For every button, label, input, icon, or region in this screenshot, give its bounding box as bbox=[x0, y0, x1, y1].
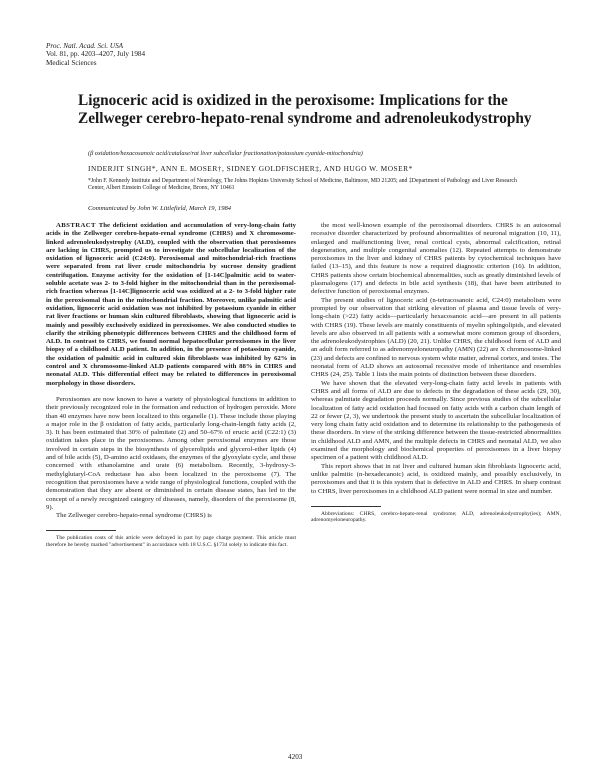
authors: INDERJIT SINGH*, ANN E. MOSER†, SIDNEY GOLDFISCHER‡, AND HUGO W. MOSER* bbox=[88, 164, 413, 173]
journal-section: Medical Sciences bbox=[46, 58, 97, 67]
body-paragraph: Peroxisomes are now known to have a variety of physiological functions in addition to their previously recognized role in the formation and reduction of hydrogen peroxide. More than 40 enzymes have now been localized to this organelle (1). These include those playing a major role in the β oxidation of fatty acids, particularly long-chain-length fatty acids (2, 3). It has been estimated that 30% of palmitate (2) and 50–67% of erucic acid (C22:1) (3) oxidation takes place in the peroxisomes. Among other peroxisomal enzymes are those involved in certain steps in the biosynthesis of glycerolipids and glycerol-ether lipids (4) and of bile acids (5), D-amino acid oxidases, the enzymes of the glyoxylate cycle, and those concerned with ethanolamine and urate (6) metabolism. Recently, 3-hydroxy-3-methylglutaryl-CoA reductase has also been localized in the peroxisome (7). The recognition that peroxisomes have a wide range of physiological functions, coupled with the demonstration that they are absent or diminished in certain disease states, has led to the concept of a newly recognized category of diseases, namely, disorders of the peroxisome (8, 9). bbox=[46, 395, 296, 511]
keywords: (β oxidation/hexacosanoic acid/catalase/rat liver subcellular fractionation/potassium cyanide-mitochondria) bbox=[88, 150, 363, 157]
body-paragraph: The present studies of lignoceric acid (n-tetracosanoic acid, C24:0) metabolism were prompted by our observation that striking elevation of plasma and tissue levels of very-long-chain (>22) fatty acids—particularly hexacosanoic acid—are present in all patients with CHRS (19). These levels are mainly constituents of myelin sphingolipids, and elevated levels are also observed in all patients with a somewhat more common group of disorders, the adrenoleukodystrophies (ALD) (20, 21). Unlike CHRS, the childhood form of ALD and an adult form referred to as adrenomyeloneuropathy (AMN) (22) are X chromosome-linked (23) and defects are confined to nervous system white matter, adrenal cortex, and testes. The neonatal form of ALD shows an autosomal recessive mode of inheritance and resembles CHRS (24, 25). Table 1 lists the main points of distinction between these disorders. bbox=[311, 296, 561, 379]
journal-header bbox=[46, 42, 145, 67]
abstract-text: The deficient oxidation and accumulation of very-long-chain fatty acids in the Zellweger cerebro-hepato-renal syndrome (CHRS) and X chromosome-linked adrenoleukodystrophy (ALD), coupled with the observation that peroxisomes are lacking in CHRS, prompted us to investigate the subcellular localization of the oxidation of lignoceric acid (C24:0). Peroxisomal and mitochondrial-rich fractions were separated from rat liver crude mitochondria by sucrose density gradient centrifugation. Enzyme activity for the oxidation of [1-14C]palmitic acid to water-soluble acetate was 2- to 3-fold higher in the mitochondrial than in the peroxisomal-rich fraction whereas [1-14C]lignoceric acid was oxidized at a 2- to 3-fold higher rate in the peroxisomal than in the mitochondrial fraction. Moreover, unlike palmitic acid oxidation, lignoceric acid oxidation was not inhibited by potassium cyanide in either rat liver fractions or human skin cultured fibroblasts, showing that lignoceric acid is mainly and possibly exclusively oxidized in peroxisomes. We also conducted studies to clarify the striking phenotypic differences between CHRS and the childhood form of ALD. In contrast to CHRS, we found normal hepatocellular peroxisomes in the liver biopsy of a childhood ALD patient. In addition, in the presence of potassium cyanide, the oxidation of palmitic acid in cultured skin fibroblasts was inhibited by 62% in control and X chromosome-linked ALD patients compared with 88% in CHRS and neonatal ALD. This differential effect may be related to differences in peroxisomal morphology in those disorders. bbox=[46, 222, 296, 387]
abstract bbox=[46, 222, 296, 388]
left-column bbox=[46, 222, 296, 549]
communicated-by: Communicated by John W. Littlefield, March 19, 1984 bbox=[88, 205, 232, 212]
abbreviations: Abbreviations: CHRS, cerebro-hepato-renal syndrome; ALD, adrenoleukodystrophy(ies); AMN, adrenomyeloneuropathy. bbox=[311, 510, 561, 524]
body-paragraph: The Zellweger cerebro-hepato-renal syndrome (CHRS) is bbox=[56, 512, 212, 520]
affiliations: *John F. Kennedy Institute and Department of Neurology, The Johns Hopkins University School of Medicine, Baltimore, MD 21205; and ‡Department of Pathology and Liver Research Center, Albert Einstein College of Medicine, Bronx, NY 10461 bbox=[88, 178, 517, 192]
journal-volume: Vol. 81, pp. 4203–4207, July 1984 bbox=[46, 50, 146, 59]
abbreviations-divider bbox=[311, 506, 381, 507]
journal-name: Proc. Natl. Acad. Sci. USA bbox=[46, 42, 124, 50]
body-paragraph: We have shown that the elevated very-long-chain fatty acid levels in patients with CHRS and all forms of ALD are due to defects in the degradation of these acids (29, 30), whereas palmitate degradation proceeds normally. Since previous studies of the subcellular localization of fatty acid oxidation had focused on fatty acids with a carbon chain length of 22 or fewer (2, 3), we undertook the present study to ascertain the subcellular localization of very long chain fatty acid oxidation and to determine its relationship to the pathogenesis of these disorders. In view of the striking difference between the tissue-restricted abnormalities in childhood ALD and AMN, and the multiple defects in CHRS and neonatal ALD, we also examined the morphology and biochemical properties of peroxisomes in a liver biopsy specimen of a patient with childhood ALD. bbox=[311, 379, 561, 462]
right-column bbox=[311, 222, 561, 524]
paper-title: Lignoceric acid is oxidized in the peroxisome: Implications for the Zellweger cerebro-hepato-renal syndrome and adrenoleukodystrophy bbox=[78, 92, 532, 127]
abstract-label: ABSTRACT bbox=[56, 222, 96, 229]
body-paragraph: the most well-known example of the peroxisomal disorders. CHRS is an autosomal recessive disorder characterized by profound abnormalities of neuronal migration (10, 11), enlarged and malfunctioning liver, renal cortical cysts, abnormal calcification, retinal degeneration, and multiple congenital anomalies (12). Repeated attempts to demonstrate peroxisomes in the liver and kidney of CHRS patients by cytochemical techniques have failed (13–15), and this feature is now a required diagnostic criterion (16). In addition, CHRS patients show certain biochemical abnormalities, such as greatly diminished levels of plasmalogens (17) and defects in bile acid synthesis (18), that have been attributed to defective function of peroxisomal enzymes. bbox=[311, 222, 561, 296]
footnote-divider bbox=[46, 530, 116, 531]
page-number: 4203 bbox=[288, 753, 303, 761]
body-paragraph: This report shows that in rat liver and cultured human skin fibroblasts lignoceric acid, unlike palmitic (n-hexadecanoic) acid, is oxidized mainly, and possibly exclusively, in peroxisomes and that it is this system that is defective in ALD and CHRS. In sharp contrast to CHRS, liver peroxisomes in a childhood ALD patient were normal in size and number. bbox=[311, 462, 561, 495]
footnote: The publication costs of this article were defrayed in part by page charge payment. This article must therefore be hereby marked "advertisement" in accordance with 18 U.S.C. §1734 solely to indicate this fact. bbox=[46, 535, 296, 548]
